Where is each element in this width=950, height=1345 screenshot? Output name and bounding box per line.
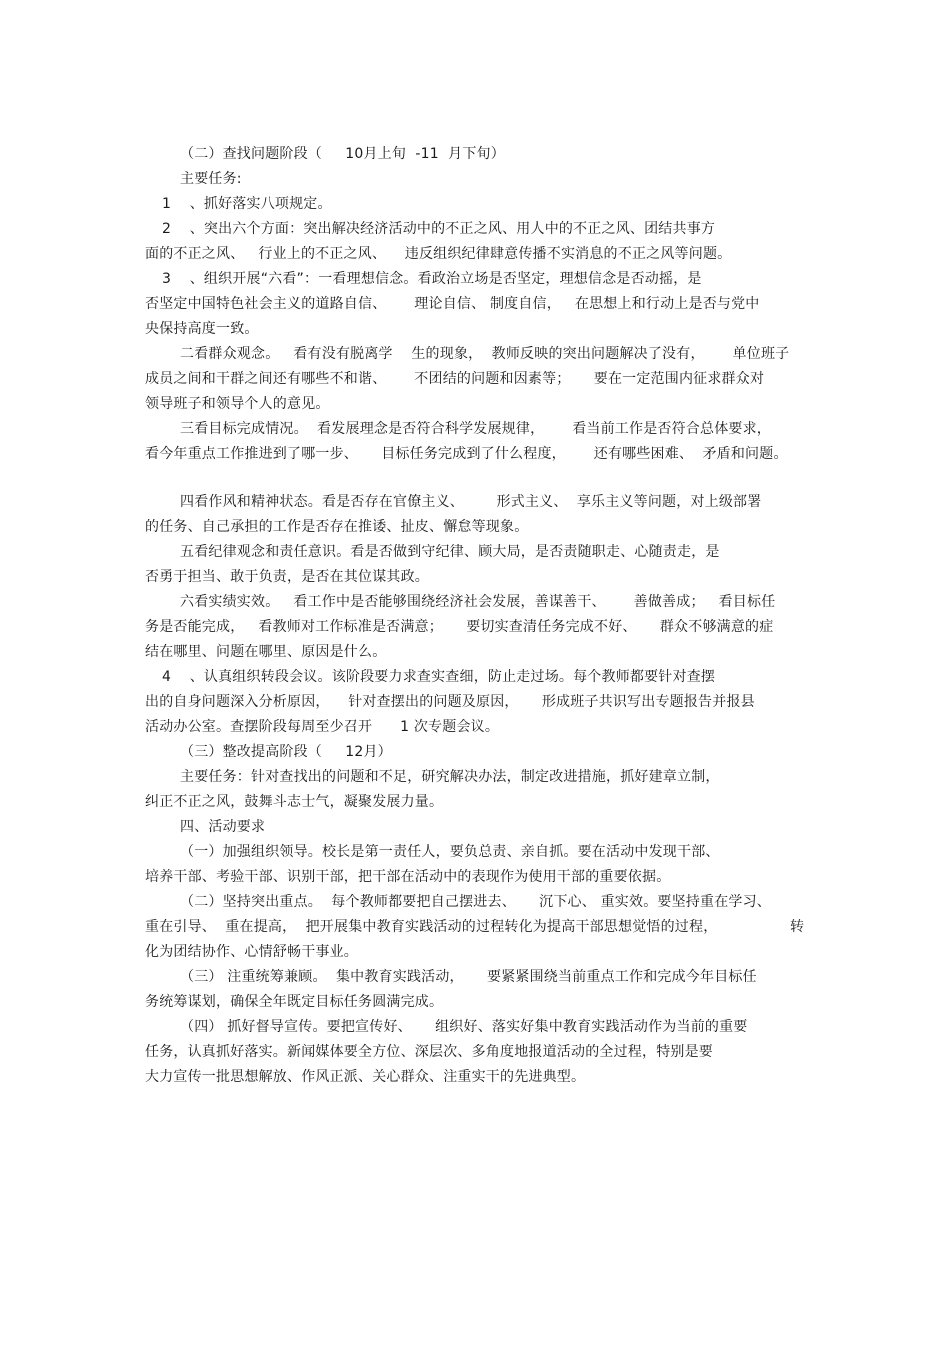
text-line: 领导班子和领导个人的意见。 (145, 396, 330, 412)
text-line: 六看实绩实效。 看工作中是否能够围绕经济社会发展，善谋善干、 善做善成； 看目标任 (180, 594, 776, 610)
text-line: 出的自身问题深入分析原因， 针对查摆出的问题及原因， 形成班子共识写出专题报告并报县 (145, 694, 755, 710)
text-line: 二看群众观念。 看有没有脱离学 生的现象， 教师反映的突出问题解决了没有， 单位班子 (180, 346, 790, 362)
section-heading: 四、活动要求 (180, 819, 266, 835)
text-line: 2 、突出六个方面：突出解决经济活动中的不正之风、用人中的不正之风、团结共事方 (162, 221, 716, 237)
section-heading: （二）查找问题阶段（ 10月上旬 -11 月下旬） (180, 146, 505, 162)
section-heading: （三）整改提高阶段（ 12月） (180, 744, 392, 760)
text-line: 四看作风和精神状态。看是否存在官僚主义、 形式主义、 享乐主义等问题，对上级部署 (180, 494, 762, 510)
text-line: （一）加强组织领导。校长是第一责任人，要负总责、亲自抓。要在活动中发现干部、 (180, 844, 720, 860)
text-line: 否勇于担当、敢于负责，是否在其位谋其政。 (145, 569, 429, 585)
text-line: 主要任务: (180, 171, 242, 187)
text-line: 面的不正之风、 行业上的不正之风、 违反组织纪律肆意传播不实消息的不正之风等问题。 (145, 246, 732, 262)
text-line: 成员之间和干群之间还有哪些不和谐、 不团结的问题和因素等； 要在一定范围内征求群众对 (145, 371, 765, 387)
text-line: 纠正不正之风，鼓舞斗志士气，凝聚发展力量。 (145, 794, 444, 810)
text-line: 任务，认真抓好落实。新闻媒体要全方位、深层次、多角度地报道活动的全过程，特别是要 (145, 1044, 713, 1060)
text-line: 重在引导、 重在提高， 把开展集中教育实践活动的过程转化为提高干部思想觉悟的过程， (145, 919, 718, 935)
text-line: 的任务、自己承担的工作是否存在推诿、扯皮、懈怠等现象。 (145, 519, 529, 535)
text-line: 大力宣传一批思想解放、作风正派、关心群众、注重实干的先进典型。 (145, 1069, 586, 1085)
text-line: （四） 抓好督导宣传。要把宣传好、 组织好、落实好集中教育实践活动作为当前的重要 (180, 1019, 748, 1035)
text-line: 1 、抓好落实八项规定。 (162, 196, 332, 212)
text-line: 活动办公室。查摆阶段每周至少召开 1 次专题会议。 (145, 719, 500, 735)
text-line: 培养干部、考验干部、识别干部，把干部在活动中的表现作为使用干部的重要依据。 (145, 869, 671, 885)
text-line: 务统筹谋划，确保全年既定目标任务圆满完成。 (145, 994, 444, 1010)
text-line: 央保持高度一致。 (145, 321, 259, 337)
text-line: 结在哪里、问题在哪里、原因是什么。 (145, 644, 387, 660)
text-line: 务是否能完成， 看教师对工作标准是否满意； 要切实查清任务完成不好、 群众不够满意的症 (145, 619, 774, 635)
text-line: 三看目标完成情况。 看发展理念是否符合科学发展规律， 看当前工作是否符合总体要求， (180, 421, 771, 437)
text-line: 否坚定中国特色社会主义的道路自信、 理论自信、 制度自信， 在思想上和行动上是否与党中 (145, 296, 760, 312)
text-line: 看今年重点工作推进到了哪一步、 目标任务完成到了什么程度， 还有哪些困难、 矛盾和问题。 (145, 446, 788, 462)
text-line: 4 、认真组织转段会议。该阶段要力求查实查细，防止走过场。每个教师都要针对查摆 (162, 669, 716, 685)
text-line-fragment: 转 (790, 919, 805, 935)
text-line: （二）坚持突出重点。 每个教师都要把自己摆进去、 沉下心、 重实效。要坚持重在学习、 (180, 894, 771, 910)
text-line: （三） 注重统筹兼顾。 集中教育实践活动， 要紧紧围绕当前重点工作和完成今年目标任 (180, 969, 757, 985)
text-line: 3 、组织开展“六看”：一看理想信念。看政治立场是否坚定，理想信念是否动摇，是 (162, 271, 702, 287)
text-line: 化为团结协作、心情舒畅干事业。 (145, 944, 358, 960)
text-line: 五看纪律观念和责任意识。看是否做到守纪律、顾大局，是否责随职走、心随责走，是 (180, 544, 720, 560)
text-line: 主要任务：针对查找出的问题和不足，研究解决办法，制定改进措施，抓好建章立制， (180, 769, 720, 785)
